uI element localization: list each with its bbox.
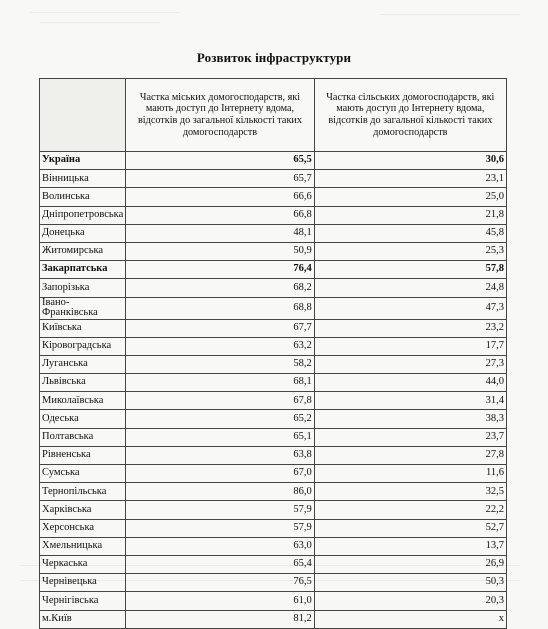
urban-share-cell: 63,8 <box>126 446 314 464</box>
table-row <box>40 279 507 297</box>
bleed-through-line <box>30 12 180 13</box>
table-row <box>40 501 507 519</box>
region-cell: Закарпатська <box>40 261 126 279</box>
region-cell: Кіровоградська <box>40 337 126 355</box>
bleed-through-line <box>40 22 160 23</box>
table-row <box>40 242 507 260</box>
table-row <box>40 392 507 410</box>
table-row <box>40 519 507 537</box>
region-cell: Луганська <box>40 355 126 373</box>
urban-share-cell: 76,4 <box>126 261 314 279</box>
urban-share-cell: 63,0 <box>126 537 314 555</box>
urban-share-cell: 65,2 <box>126 410 314 428</box>
header-urban-share: Частка міських домогосподарств, які мають доступ до Інтернету вдома, відсотків до загальної кількості таких домогосподарств <box>126 79 314 152</box>
urban-share-cell: 76,5 <box>126 574 314 592</box>
rural-share-cell: 32,5 <box>314 483 506 501</box>
rural-share-cell: 25,0 <box>314 188 506 206</box>
rural-share-cell: x <box>314 610 506 628</box>
rural-share-cell: 27,3 <box>314 355 506 373</box>
table-row <box>40 261 507 279</box>
region-cell: Тернопільська <box>40 483 126 501</box>
region-cell: Черкаська <box>40 555 126 573</box>
header-rural-share: Частка сільських домогосподарств, які мають доступ до Інтернету вдома, відсотків до загальної кількості таких домогосподарств <box>314 79 506 152</box>
rural-share-cell: 57,8 <box>314 261 506 279</box>
table-row <box>40 152 507 170</box>
table-header-row <box>40 79 507 152</box>
region-cell: Дніпропетровська <box>40 206 126 224</box>
table-row <box>40 574 507 592</box>
region-cell: Київська <box>40 319 126 337</box>
urban-share-cell: 66,6 <box>126 188 314 206</box>
urban-share-cell: 57,9 <box>126 501 314 519</box>
rural-share-cell: 30,6 <box>314 152 506 170</box>
table-row <box>40 337 507 355</box>
table-row <box>40 446 507 464</box>
rural-share-cell: 24,8 <box>314 279 506 297</box>
rural-share-cell: 21,8 <box>314 206 506 224</box>
region-cell: Запорізька <box>40 279 126 297</box>
region-cell: Житомирська <box>40 242 126 260</box>
region-cell: Одеська <box>40 410 126 428</box>
table-row <box>40 297 507 319</box>
urban-share-cell: 57,9 <box>126 519 314 537</box>
rural-share-cell: 38,3 <box>314 410 506 428</box>
urban-share-cell: 68,8 <box>126 297 314 319</box>
urban-share-cell: 67,8 <box>126 392 314 410</box>
region-cell: Сумська <box>40 465 126 483</box>
region-cell: Хмельницька <box>40 537 126 555</box>
rural-share-cell: 47,3 <box>314 297 506 319</box>
urban-share-cell: 65,1 <box>126 428 314 446</box>
region-cell: Івано-Франківська <box>40 297 126 319</box>
rural-share-cell: 13,7 <box>314 537 506 555</box>
region-cell: Харківська <box>40 501 126 519</box>
table-row <box>40 374 507 392</box>
region-cell: Волинська <box>40 188 126 206</box>
region-cell: Донецька <box>40 224 126 242</box>
urban-share-cell: 48,1 <box>126 224 314 242</box>
urban-share-cell: 50,9 <box>126 242 314 260</box>
table-row <box>40 428 507 446</box>
rural-share-cell: 11,6 <box>314 465 506 483</box>
rural-share-cell: 31,4 <box>314 392 506 410</box>
header-region <box>40 79 126 152</box>
rural-share-cell: 23,1 <box>314 170 506 188</box>
region-cell: Чернігівська <box>40 592 126 610</box>
urban-share-cell: 81,2 <box>126 610 314 628</box>
page-title: Розвиток інфраструктури <box>196 50 352 65</box>
urban-share-cell: 63,2 <box>126 337 314 355</box>
rural-share-cell: 45,8 <box>314 224 506 242</box>
urban-share-cell: 67,7 <box>126 319 314 337</box>
table-row <box>40 555 507 573</box>
table-row <box>40 355 507 373</box>
table-row <box>40 465 507 483</box>
urban-share-cell: 65,7 <box>126 170 314 188</box>
table-row <box>40 319 507 337</box>
region-cell: Херсонська <box>40 519 126 537</box>
urban-share-cell: 68,1 <box>126 374 314 392</box>
region-cell: Полтавська <box>40 428 126 446</box>
region-cell: Чернівецька <box>40 574 126 592</box>
bleed-through-line <box>380 14 520 15</box>
region-cell: Україна <box>40 152 126 170</box>
region-cell: м.Київ <box>40 610 126 628</box>
rural-share-cell: 26,9 <box>314 555 506 573</box>
rural-share-cell: 50,3 <box>314 574 506 592</box>
rural-share-cell: 23,2 <box>314 319 506 337</box>
rural-share-cell: 44,0 <box>314 374 506 392</box>
urban-share-cell: 66,8 <box>126 206 314 224</box>
internet-access-table <box>39 78 507 629</box>
region-cell: Рівненська <box>40 446 126 464</box>
table-row <box>40 410 507 428</box>
table-row <box>40 483 507 501</box>
rural-share-cell: 17,7 <box>314 337 506 355</box>
rural-share-cell: 20,3 <box>314 592 506 610</box>
table-body <box>40 152 507 629</box>
rural-share-cell: 52,7 <box>314 519 506 537</box>
rural-share-cell: 25,3 <box>314 242 506 260</box>
urban-share-cell: 68,2 <box>126 279 314 297</box>
table-row <box>40 224 507 242</box>
table-row <box>40 592 507 610</box>
urban-share-cell: 65,5 <box>126 152 314 170</box>
urban-share-cell: 65,4 <box>126 555 314 573</box>
urban-share-cell: 67,0 <box>126 465 314 483</box>
region-cell: Миколаївська <box>40 392 126 410</box>
region-cell: Львівська <box>40 374 126 392</box>
urban-share-cell: 58,2 <box>126 355 314 373</box>
rural-share-cell: 22,2 <box>314 501 506 519</box>
rural-share-cell: 27,8 <box>314 446 506 464</box>
rural-share-cell: 23,7 <box>314 428 506 446</box>
urban-share-cell: 86,0 <box>126 483 314 501</box>
table-row <box>40 188 507 206</box>
table-row <box>40 537 507 555</box>
urban-share-cell: 61,0 <box>126 592 314 610</box>
table-row <box>40 206 507 224</box>
region-cell: Вінницька <box>40 170 126 188</box>
table-row <box>40 170 507 188</box>
table-row <box>40 610 507 628</box>
